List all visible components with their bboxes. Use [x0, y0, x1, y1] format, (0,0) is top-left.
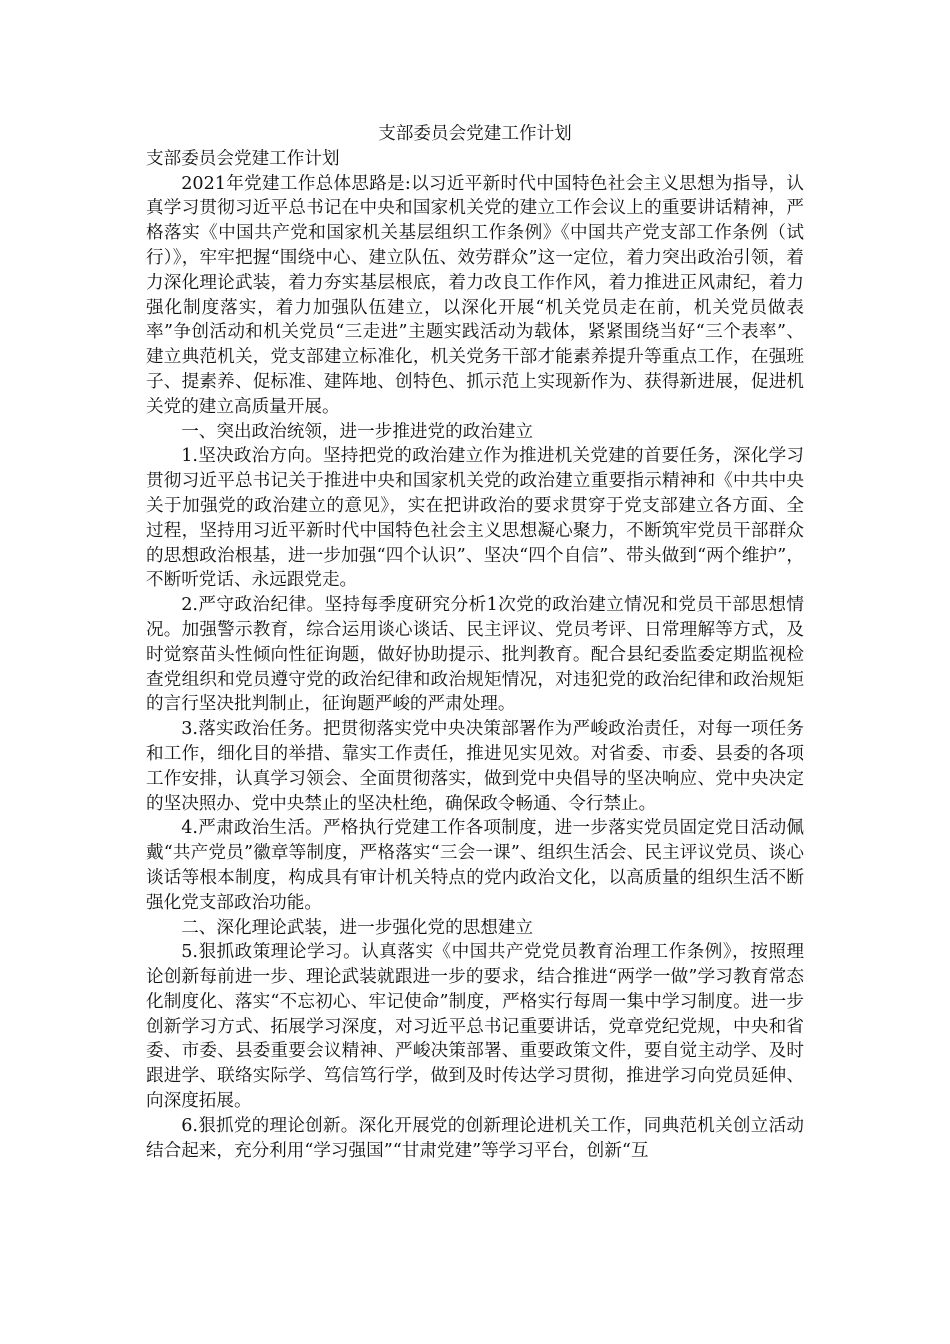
paragraph-item-4: 4.严肃政治生活。严格执行党建工作各项制度，进一步落实党员固定党日活动佩戴“共产党员”徽章等制度，严格落实“三会一课”、组织生活会、民主评议党员、谈心谈话等根本制度，构成具有审计机关特点的党内政治文化，以高质量的组织生活不断强化党支部政治功能。 [146, 818, 804, 913]
document-subtitle: 支部委员会党建工作计划 [146, 148, 340, 169]
document-title: 支部委员会党建工作计划 [378, 124, 572, 144]
paragraph-item-2: 2.严守政治纪律。坚持每季度研究分析1次党的政治建立情况和党员干部思想情况。加强警示教育，综合运用谈心谈话、民主评议、党员考评、日常理解等方式，及时觉察苗头性倾向性征询题，做好协助提示、批判教育。配合县纪委监委定期监视检查党组织和党员遵守党的政治纪律和政治规矩情况，对违犯党的政治纪律和政治规矩的言行坚决批判制止，征询题严峻的严肃处理。 [146, 595, 804, 715]
document-body [146, 122, 804, 1163]
paragraph-item-6: 6.狠抓党的理论创新。深化开展党的创新理论进机关工作，同典范机关创立活动结合起来，充分利用“学习强国”“甘肃党建”等学习平台，创新“互 [146, 1115, 804, 1161]
paragraph-item-3: 3.落实政治任务。把贯彻落实党中央决策部署作为严峻政治责任，对每一项任务和工作，细化目的举措、靠实工作责任，推进见实见效。对省委、市委、县委的各项工作安排，认真学习领会、全面贯彻落实，做到党中央倡导的坚决响应、党中央决定的坚决照办、党中央禁止的坚决杜绝，确保政令畅通、令行禁止。 [146, 719, 804, 814]
section-heading-1: 一、突出政治统领，进一步推进党的政治建立 [181, 421, 534, 442]
paragraph-overview: 2021年党建工作总体思路是:以习近平新时代中国特色社会主义思想为指导，认真学习贯彻习近平总书记在中央和国家机关党的建立工作会议上的重要讲话精神，严格落实《中国共产党和国家机关基层组织工作条例》《中国共产党支部工作条例（试行）》，牢牢把握“围绕中心、建立队伍、效劳群众”这一定位，着力突出政治引领，着力深化理论武装，着力夯实基层根底，着力改良工作作风，着力推进正风肃纪，着力强化制度落实，着力加强队伍建立，以深化开展“机关党员走在前，机关党员做表率”争创活动和机关党员“三走进”主题实践活动为载体，紧紧围绕当好“三个表率”、建立典范机关，党支部建立标准化，机关党务干部才能素养提升等重点工作，在强班子、提素养、促标准、建阵地、创特色、抓示范上实现新作为、获得新进展，促进机关党的建立高质量开展。 [146, 173, 804, 417]
paragraph-item-1: 1.坚决政治方向。坚持把党的政治建立作为推进机关党建的首要任务，深化学习贯彻习近平总书记关于推进中央和国家机关党的政治建立重要指示精神和《中共中央关于加强党的政治建立的意见》，实在把讲政治的要求贯穿于党支部建立各方面、全过程，坚持用习近平新时代中国特色社会主义思想凝心聚力，不断筑牢党员干部群众的思想政治根基，进一步加强“四个认识”、坚决“四个自信”、带头做到“两个维护”，不断听党话、永远跟党走。 [146, 446, 804, 591]
paragraph-item-5: 5.狠抓政策理论学习。认真落实《中国共产党党员教育治理工作条例》，按照理论创新每前进一步、理论武装就跟进一步的要求，结合推进“两学一做”学习教育常态化制度化、落实“不忘初心、牢记使命”制度，严格实行每周一集中学习制度。进一步创新学习方式、拓展学习深度，对习近平总书记重要讲话，党章党纪党规，中央和省委、市委、县委重要会议精神、严峻决策部署、重要政策文件，要自觉主动学、及时跟进学、联络实际学、笃信笃行学，做到及时传达学习贯彻，推进学习向党员延伸、向深度拓展。 [146, 942, 804, 1112]
section-heading-2: 二、深化理论武装，进一步强化党的思想建立 [181, 917, 534, 938]
